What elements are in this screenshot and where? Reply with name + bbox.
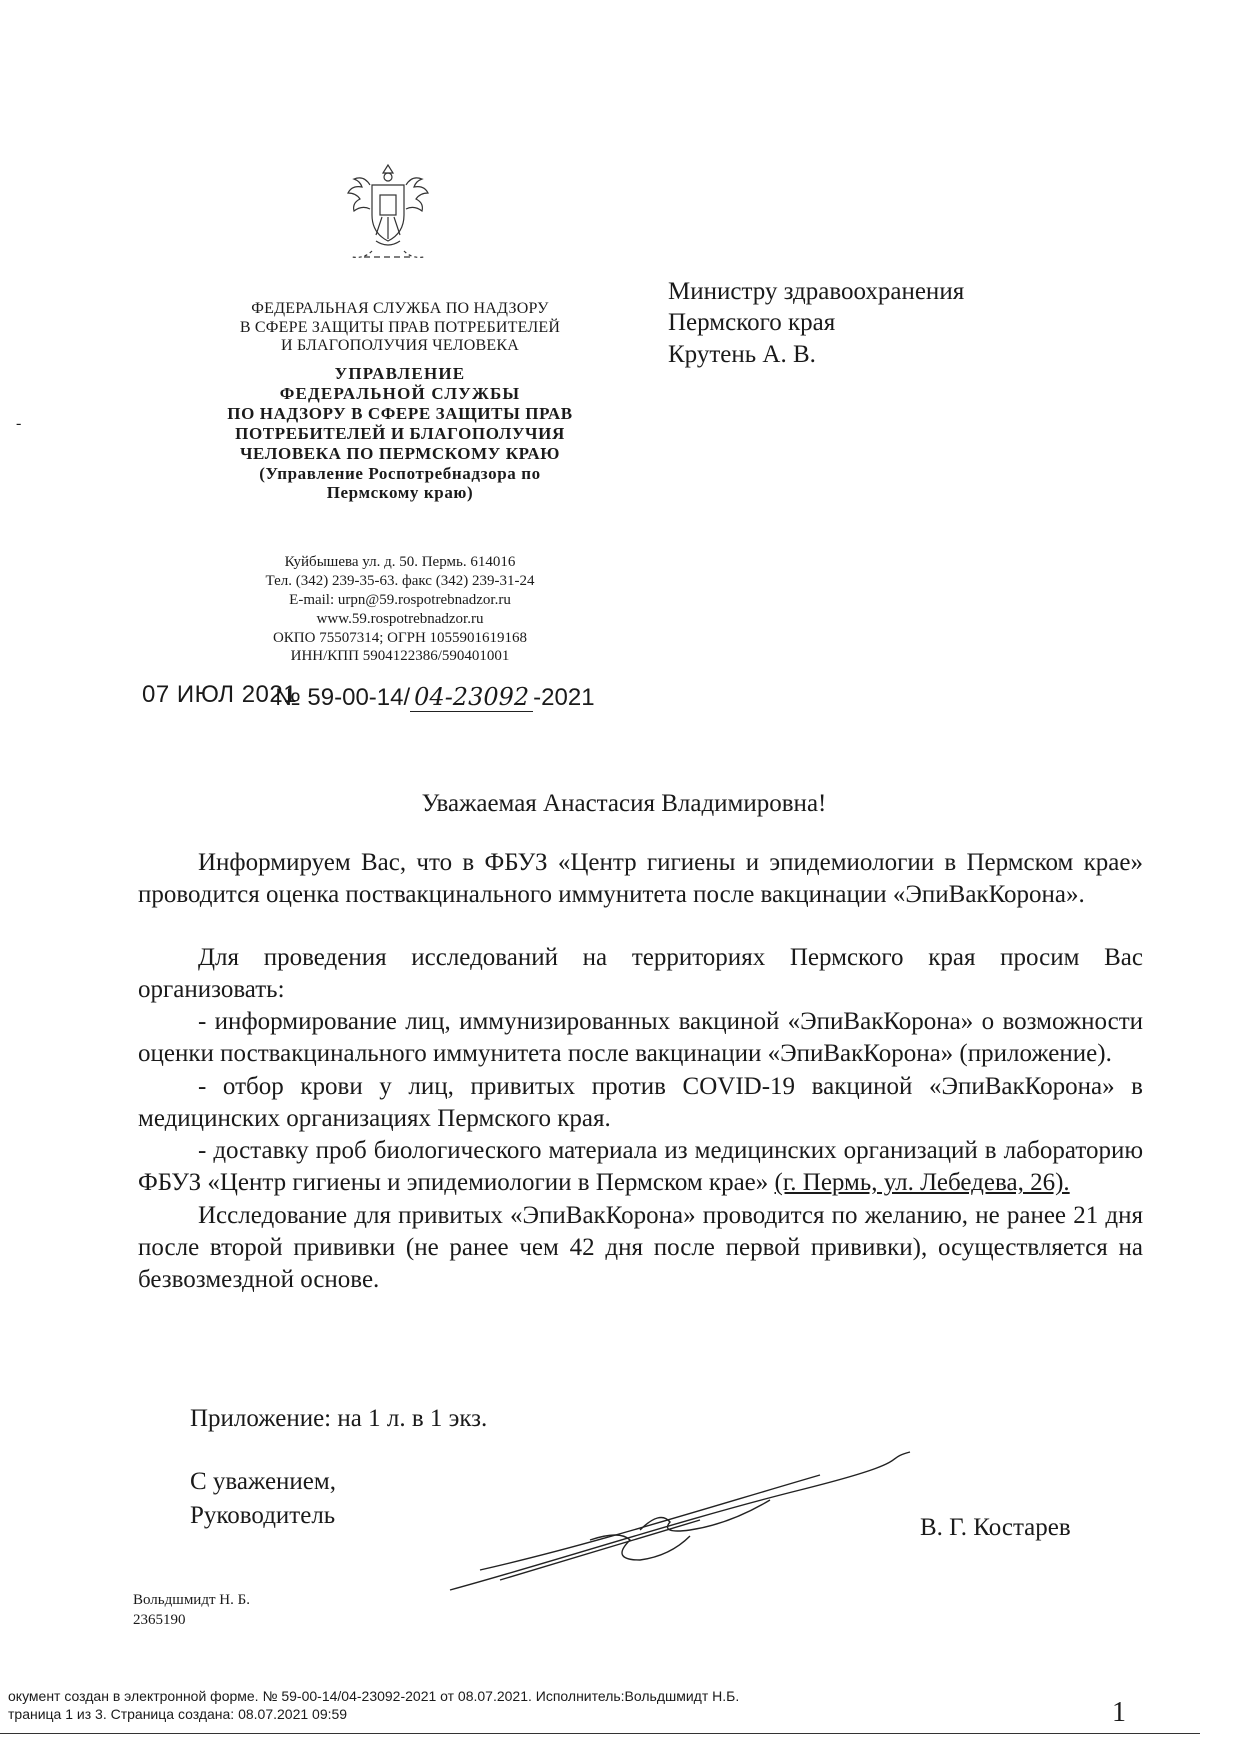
agency-line: И БЛАГОПОЛУЧИЯ ЧЕЛОВЕКА <box>281 337 519 355</box>
sender-contacts <box>150 553 650 666</box>
address-line: Куйбышева ул. д. 50. Пермь. 614016 <box>284 554 516 570</box>
addressee-block <box>668 276 964 370</box>
letter-body <box>138 847 1143 1296</box>
department-name <box>150 364 650 503</box>
margin-mark: - <box>16 415 22 432</box>
registration-number-handwritten: 04-23092 <box>410 683 533 712</box>
signatory-name: В. Г. Костарев <box>920 1514 1071 1541</box>
agency-line: ФЕДЕРАЛЬНАЯ СЛУЖБА ПО НАДЗОРУ <box>251 300 549 317</box>
executor-name: Вольдшмидт Н. Б. <box>133 1592 250 1608</box>
list-item-text: - доставку проб биологического материала из медицинских организаций в лабораторию ФБУЗ «Центр гигиены и эпидемиологии в Пермском крае» <box>138 1137 1143 1197</box>
closing-block <box>190 1465 336 1533</box>
closing-greeting: С уважением, <box>190 1468 336 1495</box>
registration-number-prefix: № 59-00-14/ <box>275 684 411 711</box>
agency-line: В СФЕРЕ ЗАЩИТЫ ПРАВ ПОТРЕБИТЕЛЕЙ <box>239 318 561 336</box>
addressee-line: Пермского края <box>668 309 836 337</box>
list-item <box>138 1135 1143 1200</box>
registration-number <box>275 683 595 712</box>
footer-note-line-clipped: траница 1 из 3. Страница создана: 08.07.2021 09:59 <box>8 1705 348 1722</box>
addressee-line: Крутень А. В. <box>668 340 816 368</box>
body-paragraph: Информируем Вас, что в ФБУЗ «Центр гигиены и эпидемиологии в Пермском крае» проводится оценка поствакцинального иммунитета после вакцинации «ЭпиВакКорона». <box>138 849 1143 909</box>
department-line: Пермскому краю) <box>326 483 474 503</box>
closing-title: Руководитель <box>190 1501 336 1529</box>
electronic-document-note <box>8 1688 739 1722</box>
footer-note-line: окумент создан в электронной форме. № 59-00-14/04-23092-2021 от 08.07.2021. Исполнитель:Вольдшмидт Н.Б. <box>8 1688 740 1704</box>
executor-phone: 2365190 <box>133 1612 186 1629</box>
department-line: (Управление Роспотребнадзора по <box>259 463 541 483</box>
coat-of-arms-emblem <box>332 155 444 267</box>
body-paragraph: Для проведения исследований на территориях Пермского края просим Вас организовать: <box>138 943 1143 1003</box>
salutation: Уважаемая Анастасия Владимировна! <box>421 790 827 817</box>
addressee-line: Министру здравоохранения <box>668 278 965 305</box>
list-item: - отбор крови у лиц, привитых против COVID-19 вакциной «ЭпиВакКорона» в медицинских организациях Пермского края. <box>138 1072 1143 1132</box>
sender-block <box>150 300 650 503</box>
page-number: 1 <box>1112 1697 1126 1728</box>
attachment-note: Приложение: на 1 л. в 1 экз. <box>190 1405 488 1432</box>
footer-divider <box>0 1733 1200 1734</box>
body-paragraph: Исследование для привитых «ЭпиВакКорона» проводится по желанию, не ранее 21 дня после второй прививки (не ранее чем 42 дня после первой прививки), осуществляется на безвозмездной основе. <box>138 1201 1143 1293</box>
department-line: ПОТРЕБИТЕЛЕЙ И БЛАГОПОЛУЧИЯ <box>235 423 565 443</box>
email-line: E-mail: urpn@59.rospotrebnadzor.ru <box>289 591 511 608</box>
executor-block <box>133 1590 250 1631</box>
signature-stroke <box>440 1450 920 1600</box>
okpo-ogrn-line: ОКПО 75507314; ОГРН 1055901619168 <box>272 629 528 646</box>
coat-of-arms-icon <box>332 155 444 267</box>
phone-line: Тел. (342) 239-35-63. факс (342) 239-31-24 <box>265 572 535 589</box>
inn-kpp-line: ИНН/КПП 5904122386/590401001 <box>290 648 510 665</box>
department-line: ФЕДЕРАЛЬНОЙ СЛУЖБЫ <box>279 384 521 404</box>
list-item: - информирование лиц, иммунизированных вакциной «ЭпиВакКорона» о возможности оценки поствакцинального иммунитета после вакцинации «ЭпиВакКорона» (приложение). <box>138 1008 1143 1068</box>
laboratory-address: (г. Пермь, ул. Лебедева, 26). <box>774 1169 1070 1197</box>
department-line: ЧЕЛОВЕКА ПО ПЕРМСКОМУ КРАЮ <box>239 443 561 463</box>
registration-date-stamp: 07 ИЮЛ 2021 <box>142 681 298 708</box>
department-line: УПРАВЛЕНИЕ <box>334 364 466 384</box>
department-line: ПО НАДЗОРУ В СФЕРЕ ЗАЩИТЫ ПРАВ <box>227 403 573 423</box>
handwritten-signature <box>440 1450 920 1600</box>
website-line: www.59.rospotrebnadzor.ru <box>316 610 484 627</box>
registration-number-suffix: -2021 <box>533 684 595 711</box>
